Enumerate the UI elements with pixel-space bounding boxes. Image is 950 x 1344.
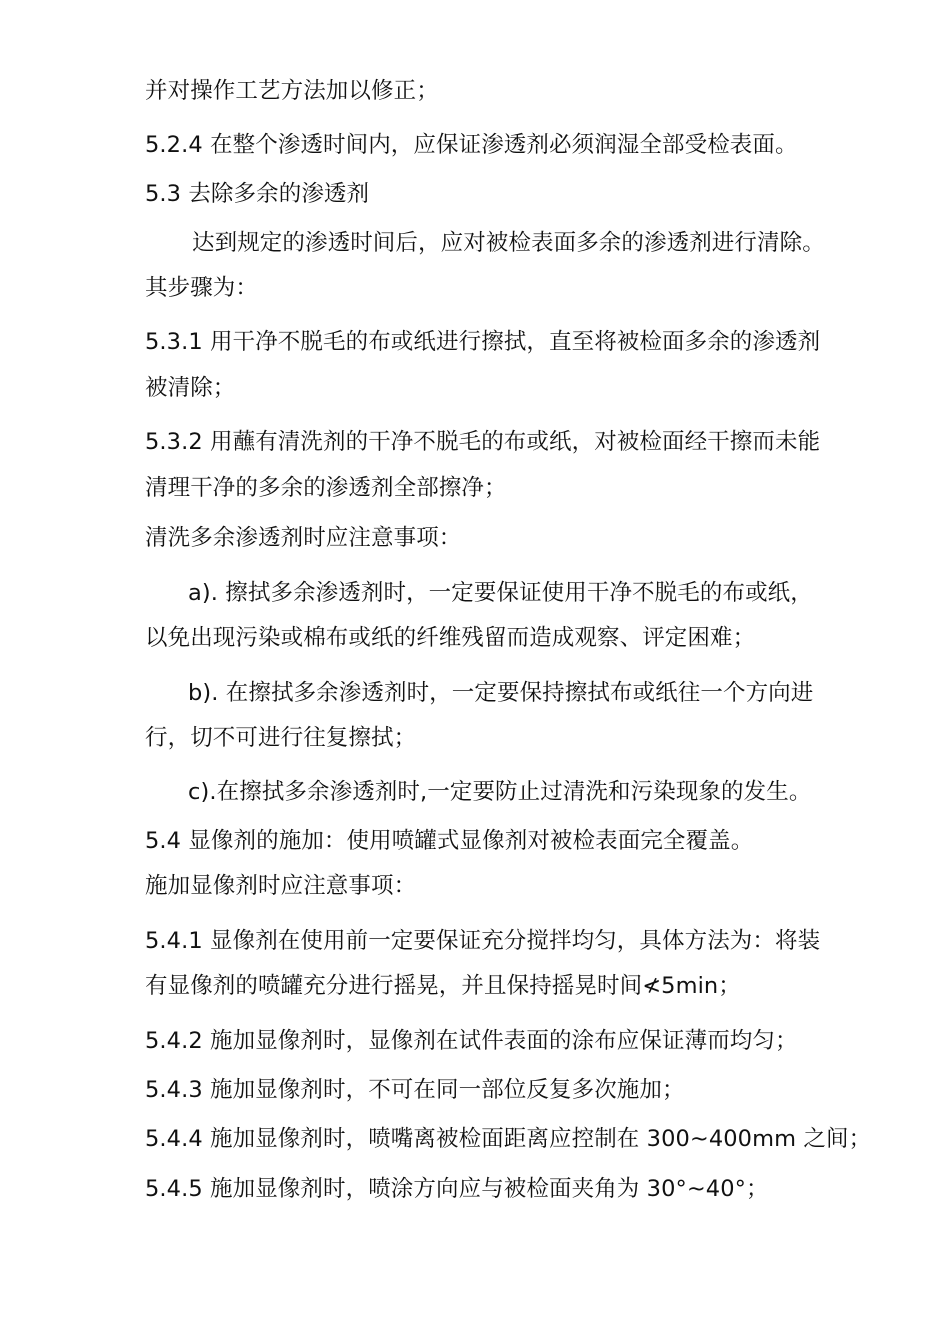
section-5-4-5: 5.4.5 施加显像剂时，喷涂方向应与被检面夹角为 30°~40°； (145, 1176, 769, 1202)
text-line: 行，切不可进行往复擦拭； (145, 725, 417, 751)
section-5-3-1: 5.3.1 用干净不脱毛的布或纸进行擦拭，直至将被检面多余的渗透剂 (145, 329, 821, 355)
note-b: b). 在擦拭多余渗透剂时，一定要保持擦拭布或纸往一个方向进 (188, 680, 814, 706)
section-5-4-3: 5.4.3 施加显像剂时，不可在同一部位反复多次施加； (145, 1077, 685, 1103)
section-5-4: 5.4 显像剂的施加：使用喷罐式显像剂对被检表面完全覆盖。 (145, 828, 754, 854)
notes-heading: 清洗多余渗透剂时应注意事项： (145, 525, 462, 551)
text-line: 有显像剂的喷罐充分进行摇晃，并且保持摇晃时间≮5min； (145, 973, 741, 999)
section-5-4-4: 5.4.4 施加显像剂时，喷嘴离被检面距离应控制在 300~400mm 之间； (145, 1126, 872, 1152)
section-5-4-2: 5.4.2 施加显像剂时，显像剂在试件表面的涂布应保证薄而均匀； (145, 1028, 798, 1054)
section-5-3-2: 5.3.2 用蘸有清洗剂的干净不脱毛的布或纸，对被检面经干擦而未能 (145, 429, 821, 455)
text-line: 以免出现污染或棉布或纸的纤维残留而造成观察、评定困难； (145, 625, 756, 651)
heading-5-3: 5.3 去除多余的渗透剂 (145, 181, 370, 207)
text-line: 并对操作工艺方法加以修正； (145, 78, 439, 104)
text-line: 被清除； (145, 375, 236, 401)
note-a: a). 擦拭多余渗透剂时，一定要保证使用干净不脱毛的布或纸， (188, 580, 813, 606)
text-line: 清理干净的多余的渗透剂全部擦净； (145, 475, 507, 501)
notes-heading: 施加显像剂时应注意事项： (145, 873, 417, 899)
section-5-4-1: 5.4.1 显像剂在使用前一定要保证充分搅拌均匀，具体方法为：将装 (145, 928, 821, 954)
text-line: 其步骤为： (145, 275, 259, 301)
section-5-2-4: 5.2.4 在整个渗透时间内，应保证渗透剂必须润湿全部受检表面。 (145, 132, 798, 158)
note-c: c).在擦拭多余渗透剂时,一定要防止过清洗和污染现象的发生。 (188, 779, 812, 805)
paragraph-intro: 达到规定的渗透时间后，应对被检表面多余的渗透剂进行清除。 (192, 230, 825, 256)
